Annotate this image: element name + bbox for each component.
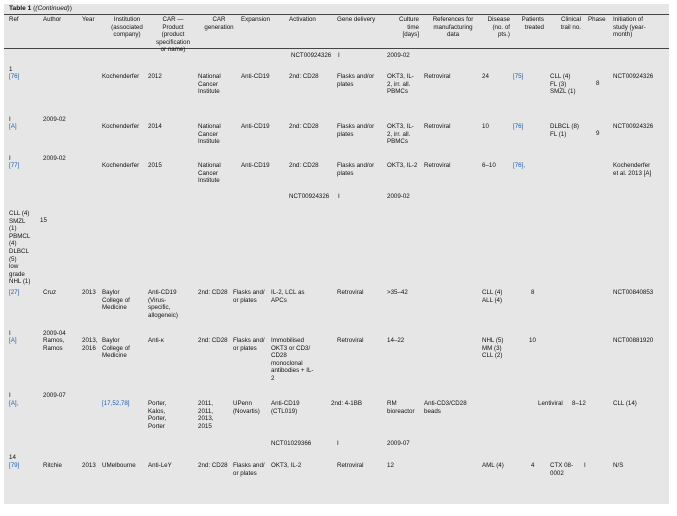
- cell-initiation: 2009-02: [387, 52, 410, 59]
- cell-index: I: [9, 155, 11, 162]
- cell-gene-delivery: Retroviral: [337, 289, 364, 296]
- cell-index: I: [9, 330, 11, 337]
- cell-expansion: RM bioreactor: [387, 400, 415, 415]
- cell-initiation: 2009-02: [43, 155, 66, 162]
- header-phase: Phase: [588, 16, 606, 23]
- cell-ref-link[interactable]: [79]: [9, 462, 20, 469]
- cell-patients: 4: [531, 462, 535, 469]
- cell-initiation: 2009-02: [387, 193, 410, 200]
- cell-institution: National Cancer Institute: [198, 123, 221, 146]
- cell-patients: 9: [596, 130, 600, 137]
- cell-car-product: Anti-CD19 (CTL019): [271, 400, 300, 415]
- header-activation: Activation: [289, 16, 316, 23]
- cell-activation: Anti-CD3/CD28 beads: [424, 400, 467, 415]
- cell-patients: 8: [531, 289, 535, 296]
- cell-ref-link[interactable]: [A],: [9, 400, 19, 407]
- cell-activation: Immobilised OKT3 or CD3/ CD28 monoclonal antibodies + IL- 2: [271, 337, 314, 382]
- cell-car-product: Anti-CD19: [241, 123, 270, 130]
- cell-phase: I: [584, 462, 586, 469]
- cell-reference-link[interactable]: [76]: [513, 123, 524, 130]
- cell-activation: IL-2, LCL as APCs: [271, 289, 305, 304]
- cell-car-generation: 2nd: CD28: [198, 337, 228, 344]
- cell-car-product: Anti-CD19 (Virus- specific, allogeneic): [148, 289, 178, 319]
- header-patients: Patients treated: [521, 16, 544, 31]
- cell-index: 1: [9, 66, 13, 73]
- cell-trial-no: NCT00840853: [613, 289, 654, 296]
- cell-index: I: [9, 392, 11, 399]
- header-gene-delivery: Gene delivery: [337, 16, 376, 23]
- cell-trial-no: NCT00881920: [613, 337, 654, 344]
- cell-gene-delivery: Retroviral: [337, 462, 364, 469]
- cell-reference-link[interactable]: [75]: [513, 73, 524, 80]
- header-initiation: Initiation of study (year- month): [613, 16, 646, 39]
- cell-expansion: Flasks and/ or plates: [233, 462, 265, 477]
- cell-culture-time: 24: [482, 73, 489, 80]
- cell-patients: 8: [596, 80, 600, 87]
- cell-gene-delivery: Retroviral: [337, 337, 364, 344]
- cell-car-product: Anti-CD19: [241, 162, 270, 169]
- cell-activation: OKT3, IL-2: [387, 162, 418, 169]
- cell-car-product: Anti-LeY: [148, 462, 172, 469]
- cell-expansion: Flasks and/or plates: [337, 123, 375, 138]
- cell-car-generation: 2nd: CD28: [198, 289, 228, 296]
- cell-car-generation: 2nd: CD28: [289, 123, 319, 130]
- cell-culture-time: 10: [482, 123, 489, 130]
- cell-year: 2015: [148, 162, 162, 169]
- cell-institution: National Cancer Institute: [198, 162, 221, 185]
- header-disease: Disease (no. of pts.): [487, 16, 510, 39]
- cell-institution: National Cancer Institute: [198, 73, 221, 96]
- cell-ref-link[interactable]: [A]: [9, 337, 17, 344]
- cell-initiation: 2009-07: [387, 440, 410, 447]
- header-author: Author: [43, 16, 62, 23]
- header-clinical-trial: Clinical trail no.: [560, 16, 581, 31]
- cell-author: Ritchie: [43, 462, 62, 469]
- header-expansion: Expansion: [241, 16, 270, 23]
- cell-year: 2014: [148, 123, 162, 130]
- cell-expansion: Flasks and/ or plates: [233, 337, 265, 352]
- header-car-product: CAR — Product (product specification or name): [155, 16, 191, 54]
- cell-initiation: 2009-04: [43, 330, 66, 337]
- cell-trial-no: CTX 08- 0002: [550, 462, 574, 477]
- table-caption: Table 1 ((Continued)): [9, 5, 72, 12]
- cell-car-product: Anti-CD19: [241, 73, 270, 80]
- cell-author: Kochenderfer: [102, 123, 140, 130]
- cell-year: 2013, 2016: [82, 337, 98, 352]
- caption-rule: [4, 14, 669, 15]
- cell-phase: I: [337, 440, 339, 447]
- cell-gene-delivery: Retroviral: [424, 123, 451, 130]
- header-institution: Institution (associated company): [111, 16, 143, 39]
- cell-phase: I: [338, 52, 340, 59]
- cell-gene-delivery: Lentiviral: [538, 400, 563, 407]
- cell-year: 2013: [82, 462, 96, 469]
- cell-trial-no: NCT00924326: [289, 193, 330, 200]
- cell-expansion: Flasks and/or plates: [337, 162, 375, 177]
- cell-activation: OKT3, IL-2: [271, 462, 302, 469]
- cell-disease: CLL (4) ALL (4): [482, 289, 503, 304]
- cell-patients: 15: [40, 217, 47, 224]
- cell-institution: Baylor College of Medicine: [102, 289, 130, 312]
- cell-year: 2013: [82, 289, 96, 296]
- cell-disease: CLL (4) SMZL (1) PBMCL (4) DLBCL (5) low grade NHL (1): [9, 210, 31, 286]
- table-continued: (Continued): [35, 5, 70, 12]
- cell-reference-link[interactable]: [17,52,78]: [102, 400, 130, 407]
- table-label: Table 1: [9, 5, 32, 12]
- cell-year: 2011, 2011, 2013, 2015: [198, 400, 214, 430]
- cell-author: Porter, Kalos, Porter, Porter: [148, 400, 167, 430]
- cell-disease: NHL (5) MM (3) CLL (2): [482, 337, 504, 360]
- cell-institution: Baylor College of Medicine: [102, 337, 130, 360]
- cell-reference-link[interactable]: [76],: [513, 162, 526, 169]
- cell-car-generation: 2nd: CD28: [289, 73, 319, 80]
- cell-car-generation: 2nd: CD28: [198, 462, 228, 469]
- cell-disease: CLL (14): [613, 400, 637, 407]
- cell-ref-link[interactable]: [A]: [9, 123, 17, 130]
- cell-author: Kochenderfer: [102, 73, 140, 80]
- cell-year: 2012: [148, 73, 162, 80]
- cell-trial-no: NCT00924326: [291, 52, 332, 59]
- header-year: Year: [82, 16, 95, 23]
- cell-initiation: 2009-07: [43, 392, 66, 399]
- header-ref: Ref: [9, 16, 19, 23]
- cell-ref-link[interactable]: [76]: [9, 73, 20, 80]
- cell-car-product: Anti-κ: [148, 337, 164, 344]
- cell-expansion: Flasks and/ or plates: [233, 289, 265, 304]
- cell-ref-link[interactable]: [77]: [9, 162, 20, 169]
- cell-gene-delivery: Retroviral: [424, 162, 451, 169]
- cell-institution: UPenn (Novartis): [233, 400, 260, 415]
- cell-phase: I: [338, 193, 340, 200]
- header-car-generation: CAR generation: [204, 16, 234, 31]
- cell-culture-time: >35–42: [387, 289, 408, 296]
- cell-culture-time: 6–10: [482, 162, 496, 169]
- cell-culture-time: 8–12: [572, 400, 586, 407]
- cell-index: I: [9, 116, 11, 123]
- cell-ref-link[interactable]: [27]: [9, 289, 20, 296]
- cell-institution: UMelbourne: [102, 462, 136, 469]
- cell-trial-no: NCT01029366: [271, 440, 312, 447]
- header-culture-time: Culture time [days]: [399, 16, 419, 39]
- cell-activation: OKT3, IL- 2, irr. all. PBMCs: [387, 73, 414, 96]
- cell-gene-delivery: Retroviral: [424, 73, 451, 80]
- cell-author: Ramos, Ramos: [43, 337, 65, 352]
- header-rule: [4, 48, 669, 49]
- cell-car-generation: 2nd: 4-1BB: [331, 400, 362, 407]
- cell-initiation: N/S: [613, 462, 624, 469]
- cell-author: Kochenderfer: [102, 162, 140, 169]
- cell-index: 14: [9, 454, 16, 461]
- cell-culture-time: 14–22: [387, 337, 405, 344]
- cell-expansion: Flasks and/or plates: [337, 73, 375, 88]
- cell-patients: 10: [529, 337, 536, 344]
- cell-disease: AML (4): [482, 462, 504, 469]
- cell-reference-text: Kochenderfer et al. 2013 [A]: [613, 162, 652, 177]
- cell-trial-no: NCT00924326: [613, 123, 654, 130]
- header-references: References for manufacturing data: [432, 16, 474, 39]
- cell-car-generation: 2nd: CD28: [289, 162, 319, 169]
- cell-trial-no: NCT00924326: [613, 73, 654, 80]
- cell-activation: OKT3, IL- 2, irr. all. PBMCs: [387, 123, 414, 146]
- cell-disease: DLBCL (8) FL (1): [550, 123, 579, 138]
- cell-disease: CLL (4) FL (3) SMZL (1): [550, 73, 576, 96]
- cell-initiation: 2009-02: [43, 116, 66, 123]
- cell-author: Cruz: [43, 289, 57, 296]
- cell-culture-time: 12: [387, 462, 394, 469]
